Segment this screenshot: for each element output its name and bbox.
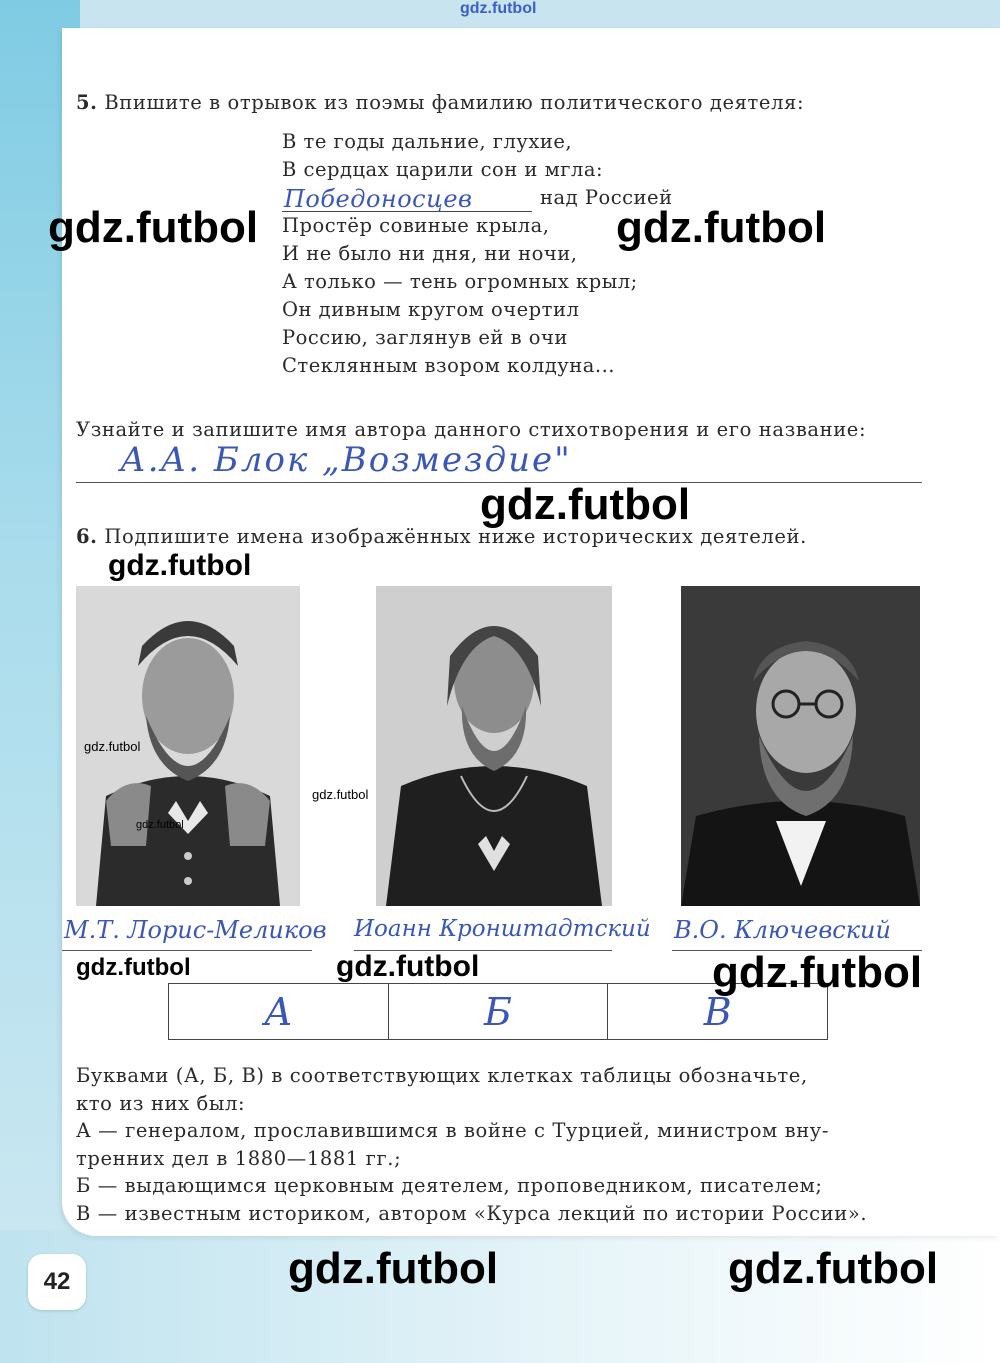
poem-line-with-blank xyxy=(282,184,673,212)
task6-instructions xyxy=(76,1062,922,1227)
task5-number: 5. xyxy=(76,91,98,114)
instruction-line: Б — выдающимся церковным деятелем, проповедником, писателем; xyxy=(76,1174,823,1197)
instruction-line: тренних дел в 1880—1881 гг.; xyxy=(76,1146,402,1170)
task5-prompt xyxy=(76,89,804,116)
handwritten-answer: А.А. Блок „Возмездие" xyxy=(120,440,572,480)
table-cell-c[interactable]: В xyxy=(608,984,828,1040)
task5-question2: Узнайте и запишите имя автора данного стихотворения и его название: xyxy=(76,418,867,441)
watermark: gdz.futbol xyxy=(616,203,827,252)
instruction-line: Буквами (А, Б, В) в соответствующих клетках таблицы обозначьте, xyxy=(76,1064,808,1087)
watermark: gdz.futbol xyxy=(728,1244,939,1293)
poem-line: В те годы дальние, глухие, xyxy=(282,130,573,153)
handwritten-name-c: В.О. Ключевский xyxy=(674,916,891,944)
watermark-top: gdz.futbol xyxy=(460,0,537,17)
name-line-a[interactable] xyxy=(62,950,312,951)
handwritten-name-b: Иоанн Кронштадтский xyxy=(354,916,651,942)
poem-line: Россию, заглянув ей в очи xyxy=(282,326,568,349)
task6-prompt xyxy=(76,523,807,550)
task6-number: 6. xyxy=(76,525,98,548)
poem-line: И не было ни дня, ни ночи, xyxy=(282,242,578,265)
watermark: gdz.futbol xyxy=(336,950,480,983)
handwritten-name-a: М.Т. Лорис-Меликов xyxy=(64,916,327,944)
watermark: gdz.futbol xyxy=(480,480,691,529)
instruction-line: А — генералом, прославившимся в войне с Турцией, министром вну- xyxy=(76,1119,830,1142)
poem xyxy=(282,128,673,380)
watermark: gdz.futbol xyxy=(712,948,923,997)
poem-line: Стеклянным взором колдуна... xyxy=(282,354,615,377)
watermark: gdz.futbol xyxy=(288,1244,499,1293)
portrait-b-image xyxy=(376,586,612,906)
portrait-c-image xyxy=(681,586,920,906)
portrait-photo-c xyxy=(681,586,920,906)
poem-line: Он дивным кругом очертил xyxy=(282,298,580,321)
table-cell-a[interactable]: А xyxy=(169,984,389,1040)
portrait-photo-b xyxy=(376,586,612,906)
watermark: gdz.futbol xyxy=(136,819,184,831)
poem-line: А только — тень огромных крыл; xyxy=(282,270,638,293)
table-cell-b[interactable]: Б xyxy=(388,984,608,1040)
task6-prompt-text: Подпишите имена изображённых ниже исторических деятелей. xyxy=(104,525,807,548)
poem-line: В сердцах царили сон и мгла: xyxy=(282,158,604,181)
name-blank[interactable] xyxy=(282,185,532,213)
watermark: gdz.futbol xyxy=(312,787,369,802)
page-number: 42 xyxy=(28,1254,86,1310)
handwritten-name: Победоносцев xyxy=(284,185,473,213)
poem-line: Простёр совиные крыла, xyxy=(282,214,550,237)
instruction-line: кто из них был: xyxy=(76,1091,246,1115)
watermark: gdz.futbol xyxy=(84,739,141,754)
instruction-line: В — известным историком, автором «Курса лекций по истории России». xyxy=(76,1201,868,1225)
watermark: gdz.futbol xyxy=(76,954,191,981)
watermark: gdz.futbol xyxy=(48,203,259,252)
task5-prompt-text: Впишите в отрывок из поэмы фамилию политического деятеля: xyxy=(104,91,805,114)
poem-line: над Россией xyxy=(540,186,673,209)
watermark: gdz.futbol xyxy=(108,549,252,582)
